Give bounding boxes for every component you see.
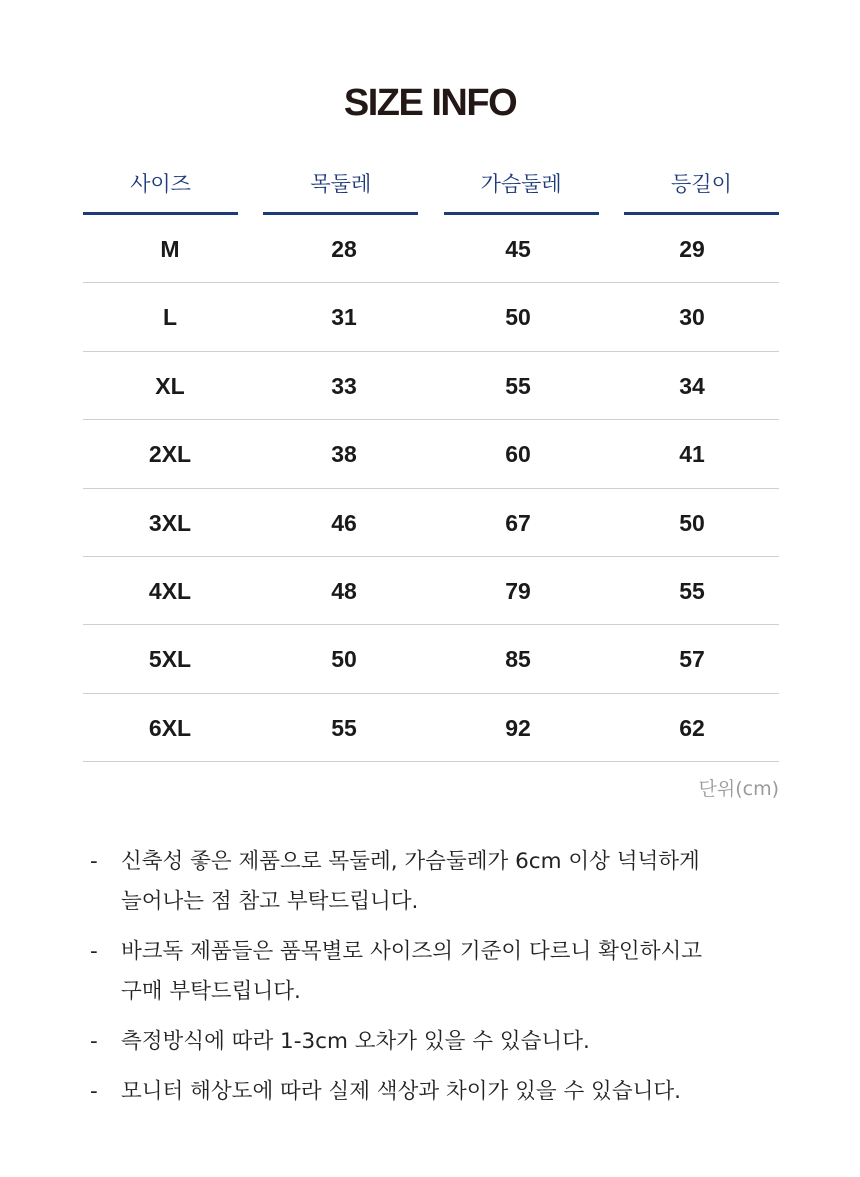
table-row — [83, 557, 779, 625]
table-row — [83, 420, 779, 488]
table-row — [83, 283, 779, 351]
header-chest: 가슴둘레 — [444, 162, 599, 215]
header-neck: 목둘레 — [263, 162, 418, 215]
note-item — [90, 1022, 790, 1062]
neck-cell: 46 — [331, 509, 357, 536]
chest-cell: 45 — [505, 236, 531, 262]
back-length-cell: 50 — [679, 509, 705, 536]
neck-cell: 55 — [331, 714, 357, 741]
back-length-cell: 34 — [679, 372, 705, 399]
unit-label: 단위(cm) — [698, 778, 779, 800]
header-back-length: 등길이 — [624, 162, 779, 215]
note-bullet: - — [90, 1029, 98, 1054]
neck-cell: 48 — [331, 577, 357, 604]
size-cell: L — [162, 304, 178, 331]
chest-cell: 60 — [505, 441, 531, 468]
note-text-line: 모니터 해상도에 따라 실제 색상과 차이가 있을 수 있습니다. — [121, 1079, 681, 1104]
back-length-cell: 57 — [679, 646, 705, 673]
notes-list — [90, 842, 790, 1122]
size-cell: 4XL — [148, 577, 192, 604]
note-bullet: - — [90, 1079, 98, 1104]
chest-cell: 67 — [505, 509, 531, 536]
chest-cell: 85 — [505, 646, 531, 673]
table-row — [83, 215, 779, 283]
table-row — [83, 694, 779, 762]
chest-cell: 92 — [505, 714, 531, 741]
table-row — [83, 352, 779, 420]
note-bullet: - — [90, 849, 98, 874]
back-length-cell: 29 — [679, 236, 705, 262]
size-cell: 5XL — [148, 646, 192, 673]
note-text-line: 구매 부탁드립니다. — [121, 979, 301, 1004]
note-text-line: 바크독 제품들은 품목별로 사이즈의 기준이 다르니 확인하시고 — [121, 939, 703, 964]
back-length-cell: 55 — [679, 577, 705, 604]
size-cell: 6XL — [148, 714, 192, 741]
note-text-line: 측정방식에 따라 1-3cm 오차가 있을 수 있습니다. — [121, 1029, 590, 1054]
note-item — [90, 842, 790, 922]
size-table — [83, 162, 779, 762]
size-cell: M — [160, 236, 180, 262]
note-item — [90, 1072, 790, 1112]
chest-cell: 50 — [505, 304, 531, 331]
size-cell: 3XL — [148, 509, 192, 536]
note-bullet: - — [90, 939, 98, 964]
neck-cell: 31 — [331, 304, 357, 331]
neck-cell: 38 — [331, 441, 357, 468]
neck-cell: 28 — [331, 236, 357, 262]
page-title: SIZE INFO — [343, 82, 517, 124]
note-text-line: 늘어나는 점 참고 부탁드립니다. — [121, 889, 419, 914]
back-length-cell: 30 — [679, 304, 705, 331]
size-cell: 2XL — [148, 441, 192, 468]
size-table-header — [83, 162, 779, 215]
size-cell: XL — [155, 372, 185, 399]
back-length-cell: 41 — [679, 441, 705, 468]
chest-cell: 55 — [505, 372, 531, 399]
table-row — [83, 489, 779, 557]
note-item — [90, 932, 790, 1012]
table-row — [83, 625, 779, 693]
header-size: 사이즈 — [83, 162, 238, 215]
note-text-line: 신축성 좋은 제품으로 목둘레, 가슴둘레가 6cm 이상 넉넉하게 — [121, 849, 700, 874]
neck-cell: 50 — [331, 646, 357, 673]
back-length-cell: 62 — [679, 714, 705, 741]
neck-cell: 33 — [331, 372, 357, 399]
chest-cell: 79 — [505, 577, 531, 604]
